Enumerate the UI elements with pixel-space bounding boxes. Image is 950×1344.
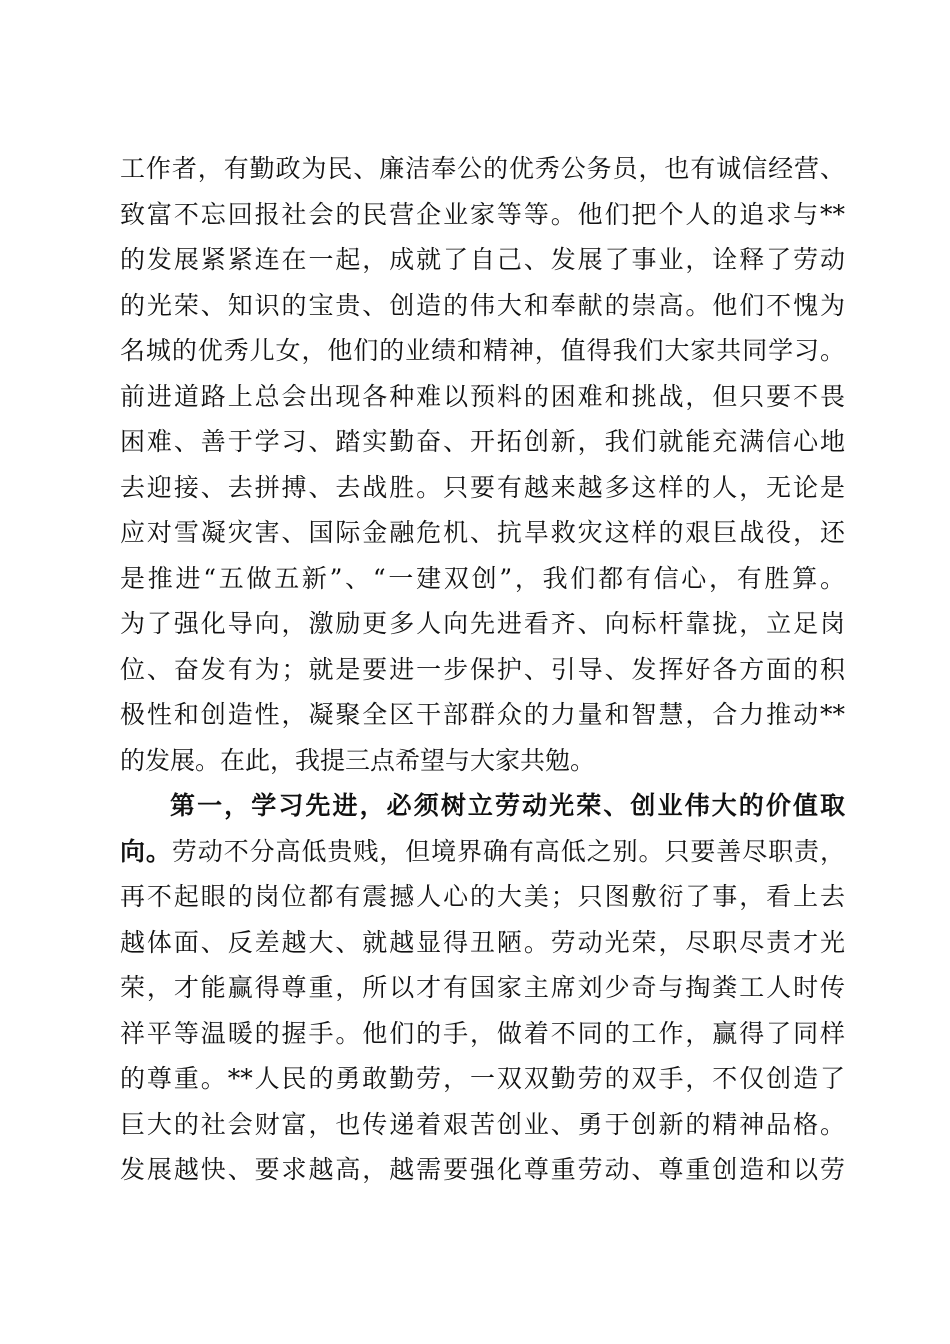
text-line: 是推进“五做五新”、“一建双创”，我们都有信心，有胜算。 [120,563,845,593]
text-line: 去迎接、去拼搏、去战胜。只要有越来越多这样的人，无论是 [120,472,845,502]
text-line: 位、奋发有为；就是要进一步保护、引导、发挥好各方面的积 [120,654,845,684]
text-line: 荣，才能赢得尊重，所以才有国家主席刘少奇与掏粪工人时传 [120,973,845,1002]
text-line: 再不起眼的岗位都有震撼人心的大美；只图敷衍了事，看上去 [120,882,845,911]
text-line: 发展越快、要求越高，越需要强化尊重劳动、尊重创造和以劳 [120,1155,845,1184]
paragraph-2 [120,783,845,1193]
text-line: 越体面、反差越大、就越显得丑陋。劳动光荣，尽职尽责才光 [120,927,845,957]
text-line: 极性和创造性，凝聚全区干部群众的力量和智慧，合力推动** [120,700,845,729]
text-line: 祥平等温暖的握手。他们的手，做着不同的工作，赢得了同样 [120,1018,845,1048]
text-line: 的光荣、知识的宝贵、创造的伟大和奉献的崇高。他们不愧为 [120,290,845,320]
text-line: 的发展。在此，我提三点希望与大家共勉。 [120,745,596,775]
text-line: 巨大的社会财富，也传递着艰苦创业、勇于创新的精神品格。 [120,1109,845,1139]
text-line-rest: 劳动不分高低贵贱，但境界确有高低之别。只要善尽职责， [171,836,845,866]
text-line: 为了强化导向，激励更多人向先进看齐、向标杆靠拢，立足岗 [120,609,845,638]
section-heading-line: 第一，学习先进，必须树立劳动光荣、创业伟大的价值取 [170,791,845,820]
document-body [120,146,845,1193]
text-line: 的发展紧紧连在一起，成就了自己、发展了事业，诠释了劳动 [120,245,845,274]
text-line [120,829,845,875]
text-line: 前进道路上总会出现各种难以预料的困难和挑战，但只要不畏 [120,381,845,411]
text-line: 应对雪凝灾害、国际金融危机、抗旱救灾这样的艰巨战役，还 [120,518,845,547]
text-line: 致富不忘回报社会的民营企业家等等。他们把个人的追求与** [120,199,845,229]
text-line: 困难、善于学习、踏实勤奋、开拓创新，我们就能充满信心地 [120,427,845,456]
section-heading-end: 向。 [120,836,172,866]
paragraph-1 [120,146,845,783]
text-line: 名城的优秀儿女，他们的业绩和精神，值得我们大家共同学习。 [120,336,845,365]
text-line: 的尊重。**人民的勇敢勤劳，一双双勤劳的双手，不仅创造了 [120,1064,845,1093]
text-line: 工作者，有勤政为民、廉洁奉公的优秀公务员，也有诚信经营、 [120,154,845,183]
